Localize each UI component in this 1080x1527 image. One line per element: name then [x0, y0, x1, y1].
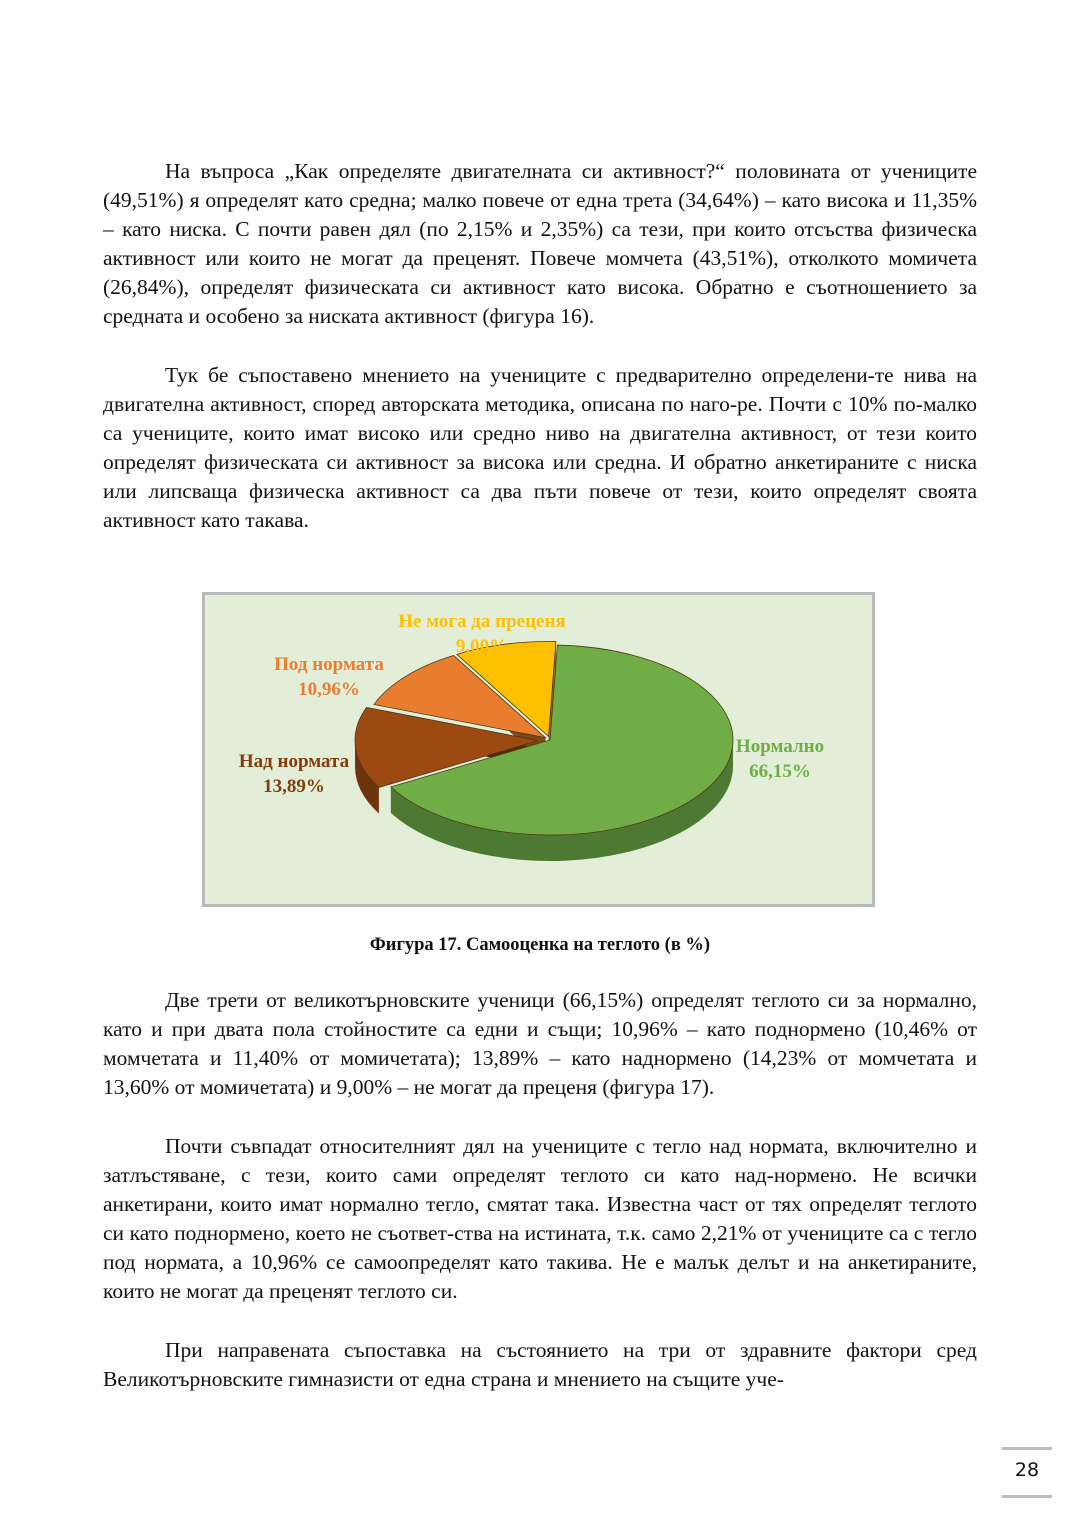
figure-caption: Фигура 17. Самооценка на теглото (в %): [369, 935, 711, 955]
pie-chart-svg: [205, 595, 872, 904]
slice-label-0: Нормално: [735, 736, 825, 757]
paragraph-3: Две трети от великотърновските ученици (66,15%) определят теглото си за нормално, като и при двата пола стойностите са едни и същи; 10,96% – като поднормено (10,46% от момчетата и 11,40% от момичетата); 13,89% – като наднормено (14,23% от момчетата и 13,60% от момичетата) и 9,00% – не могат да преценя (фигура 17).: [103, 988, 977, 1099]
paragraph-2: Тук бе съпоставено мнението на учениците с предварително определени-те нива на двигателна активност, според авторската методика, описана по наго-ре. Почти с 10% по-малко са учениците, които имат високо или средно ниво на двигателна активност, от тези които определят физическата си активност за висока или средна. И обратно анкетираните с ниска или липсваща физическа активност са два пъти повече от тези, които определят своята активност като такава.: [103, 363, 977, 532]
pie-chart-figure-17: [202, 592, 875, 907]
slice-value-label-2: 10,96%: [298, 679, 360, 700]
slice-label-3: Не мога да преценя: [398, 611, 566, 632]
page-number: 28: [1002, 1447, 1052, 1498]
slice-label-1: Над нормата: [238, 751, 350, 772]
paragraph-5: При направената съпоставка на състоянието на три от здравните фактори сред Великотърновските гимназисти от една страна и мнението на същите уче-: [103, 1338, 977, 1391]
slice-value-label-0: 66,15%: [749, 761, 811, 782]
slice-label-2: Под нормата: [274, 654, 384, 675]
paragraph-4: Почти съвпадат относителният дял на учениците с тегло над нормата, включително и затлъстяване, с тези, които сами определят теглото си като над-нормено. Не всички анкетирани, които имат нормално тегло, смятат така. Известна част от тях определят теглото си като поднормено, което не съответ-ства на истината, т.к. само 2,21% от учениците са с тегло под нормата, а 10,96% се самоопределят като такива. Не е малък делът и на анкетираните, които не могат да преценят теглото си.: [103, 1134, 977, 1303]
slice-value-label-3: 9,00%: [455, 636, 509, 657]
paragraph-1: На въпроса „Как определяте двигателната си активност?“ половината от учениците (49,51%) я определят като средна; малко повече от една трета (34,64%) – като висока и 11,35% – като ниска. С почти равен дял (по 2,15% и 2,35%) са тези, при които отсъства физическа активност или които не могат да преценят. Повече момчета (43,51%), отколкото момичета (26,84%), определят физическата си активност като висока. Обратно е съотношението за средната и особено за ниската активност (фигура 16).: [103, 159, 977, 328]
slice-value-label-1: 13,89%: [263, 776, 325, 797]
